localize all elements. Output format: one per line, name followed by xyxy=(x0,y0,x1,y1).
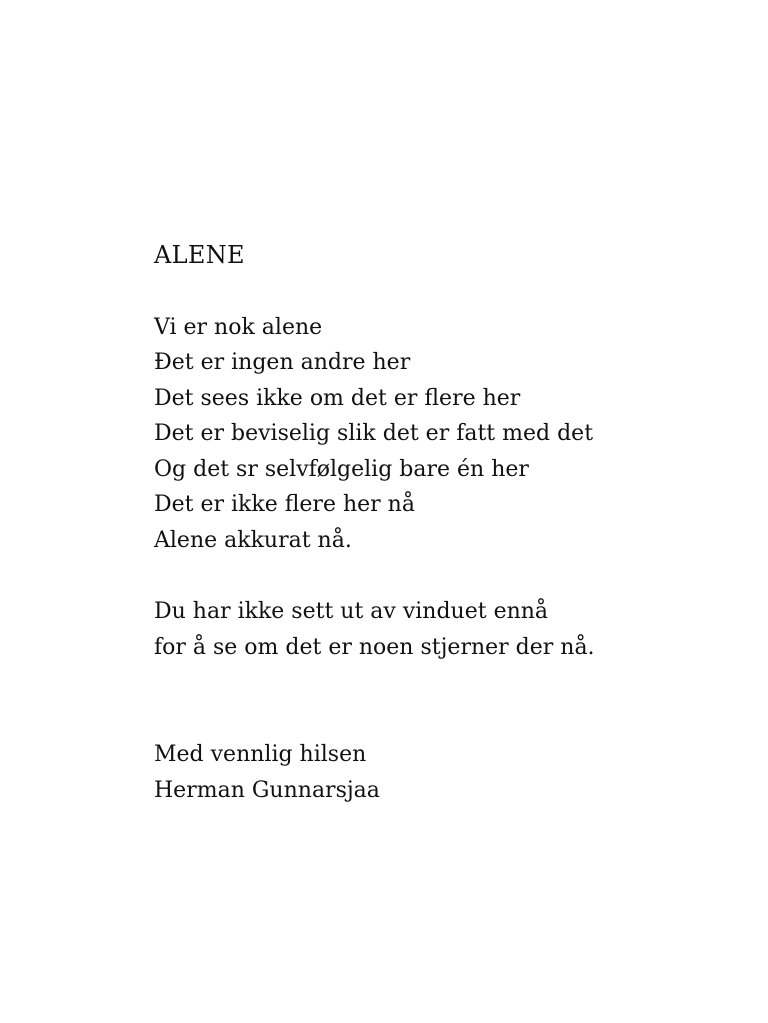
closing-greeting: Med vennlig hilsen xyxy=(154,742,367,767)
poem-line: Det sees ikke om det er flere her xyxy=(154,385,521,411)
stanza-1 xyxy=(154,310,714,559)
closing-signature xyxy=(154,737,714,808)
author-name: Herman Gunnarsjaa xyxy=(154,777,380,803)
poem-line: for å se om det er noen stjerner der nå. xyxy=(154,634,595,660)
poem-line: Vi er nok alene xyxy=(154,314,323,340)
stanza-2 xyxy=(154,594,714,665)
poem-line: Det er ikke flere her nå xyxy=(154,492,415,517)
poem-line: Det er beviselig slik det er fatt med det xyxy=(154,421,594,446)
poem-line: Đet er ingen andre her xyxy=(154,350,411,375)
poem-line: Du har ikke sett ut av vinduet ennå xyxy=(154,599,549,624)
poem-line: Alene akkurat nå. xyxy=(154,527,352,553)
poem-title: ALENE xyxy=(154,241,245,269)
poem-line: Og det sr selvfølgelig bare én her xyxy=(154,456,529,482)
poem xyxy=(154,238,714,808)
